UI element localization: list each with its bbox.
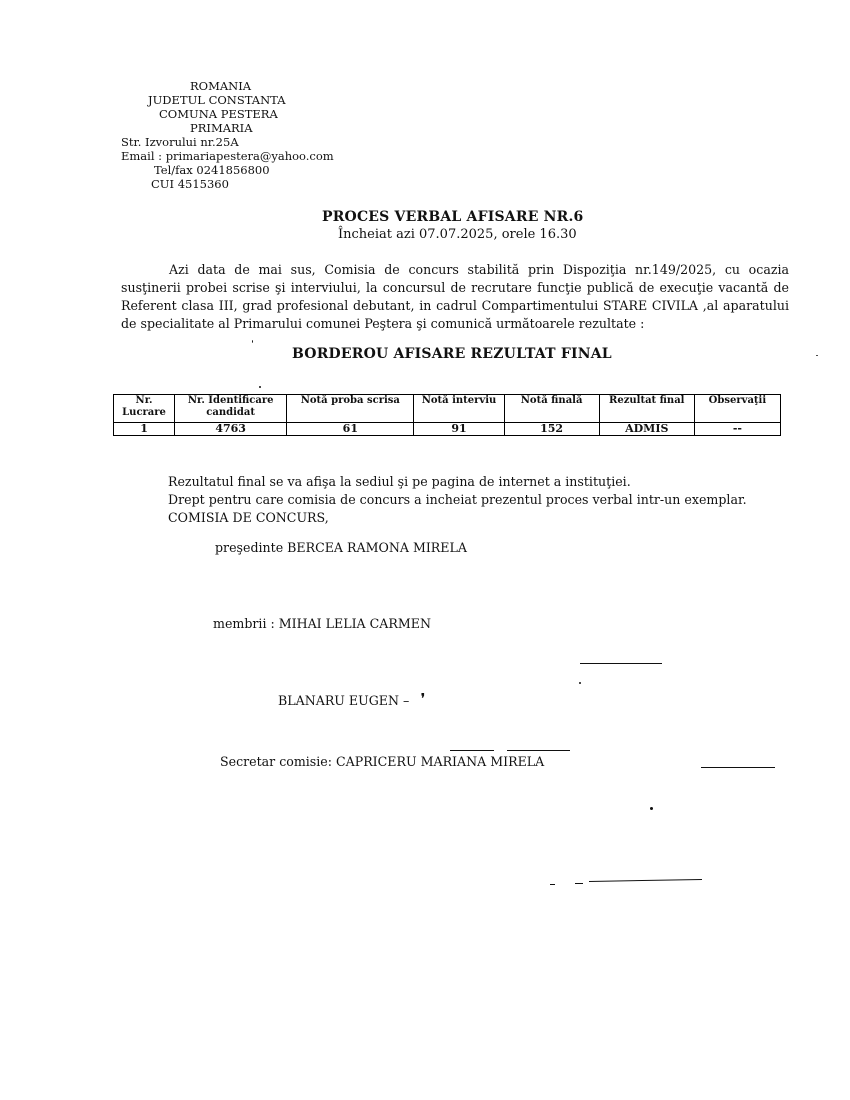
document-subtitle: Încheiat azi 07.07.2025, orele 16.30 [338,227,577,242]
intro-paragraph [121,261,789,333]
header-county: JUDETUL CONSTANTA [148,93,286,107]
signature-line [507,750,570,751]
table-cell: -- [694,423,780,436]
table-cell: 4763 [175,423,287,436]
header-email: Email : primariapestera@yahoo.com [121,149,334,163]
scan-speck [816,355,818,356]
signature-line [580,663,662,664]
table-cell: 91 [414,423,504,436]
signature-line [589,879,702,882]
header-commune: COMUNA PESTERA [159,107,278,121]
closing-line-2: Drept pentru care comisia de concurs a incheiat prezentul proces verbal intr-un exemplar. [168,492,747,507]
commission-president: preşedinte BERCEA RAMONA MIRELA [215,540,467,555]
intro-paragraph-text: Azi data de mai sus, Comisia de concurs stabilită prin Dispoziţia nr.149/2025, cu ocazia susţinerii probei scrise şi interviului, la concursul de recrutare funcţie publică de execuţie vacantă de Referent clasa III, grad profesional debutant, in cadrul Compartimentului STARE CIVILA ,al aparatului de specialitate al Primarului comunei Peştera şi comunică următoarele rezultate : [121,262,789,331]
scan-speck [252,340,253,343]
table-cell: 152 [504,423,599,436]
table-header-cell: Notă proba scrisa [287,395,414,423]
table-cell: 1 [114,423,175,436]
scan-speck [650,807,653,810]
table-row [114,423,781,436]
table-header-cell: Nr. Lucrare [114,395,175,423]
closing-line-1: Rezultatul final se va afişa la sediul şi pe pagina de internet a instituţiei. [168,474,631,489]
table-cell: ADMIS [599,423,694,436]
commission-secretary: Secretar comisie: CAPRICERU MARIANA MIRELA [220,754,545,769]
section-title: BORDEROU AFISARE REZULTAT FINAL [292,346,612,362]
table-header-cell: Notă finală [504,395,599,423]
commission-member-1: membrii : MIHAI LELIA CARMEN [213,616,431,631]
document-title: PROCES VERBAL AFISARE NR.6 [322,209,584,225]
header-country: ROMANIA [190,79,252,93]
scan-speck [579,682,581,684]
signature-mark: ❜ [421,691,425,705]
header-cui: CUI 4515360 [151,177,229,191]
commission-member-2: BLANARU EUGEN – [278,693,410,708]
table-header-cell: Notă interviu [414,395,504,423]
header-phone: Tel/fax 0241856800 [154,163,270,177]
header-institution: PRIMARIA [190,121,253,135]
signature-line [575,883,583,884]
signature-line [701,767,775,768]
results-table [113,394,781,436]
table-cell: 61 [287,423,414,436]
signature-line [550,884,555,885]
table-header-cell: Nr. Identificare candidat [175,395,287,423]
table-header-row [114,395,781,423]
closing-line-3: COMISIA DE CONCURS, [168,510,329,525]
scan-speck [259,386,261,388]
header-street: Str. Izvorului nr.25A [121,135,239,149]
table-header-cell: Rezultat final [599,395,694,423]
table-header-cell: Observaţii [694,395,780,423]
signature-line [450,750,494,751]
